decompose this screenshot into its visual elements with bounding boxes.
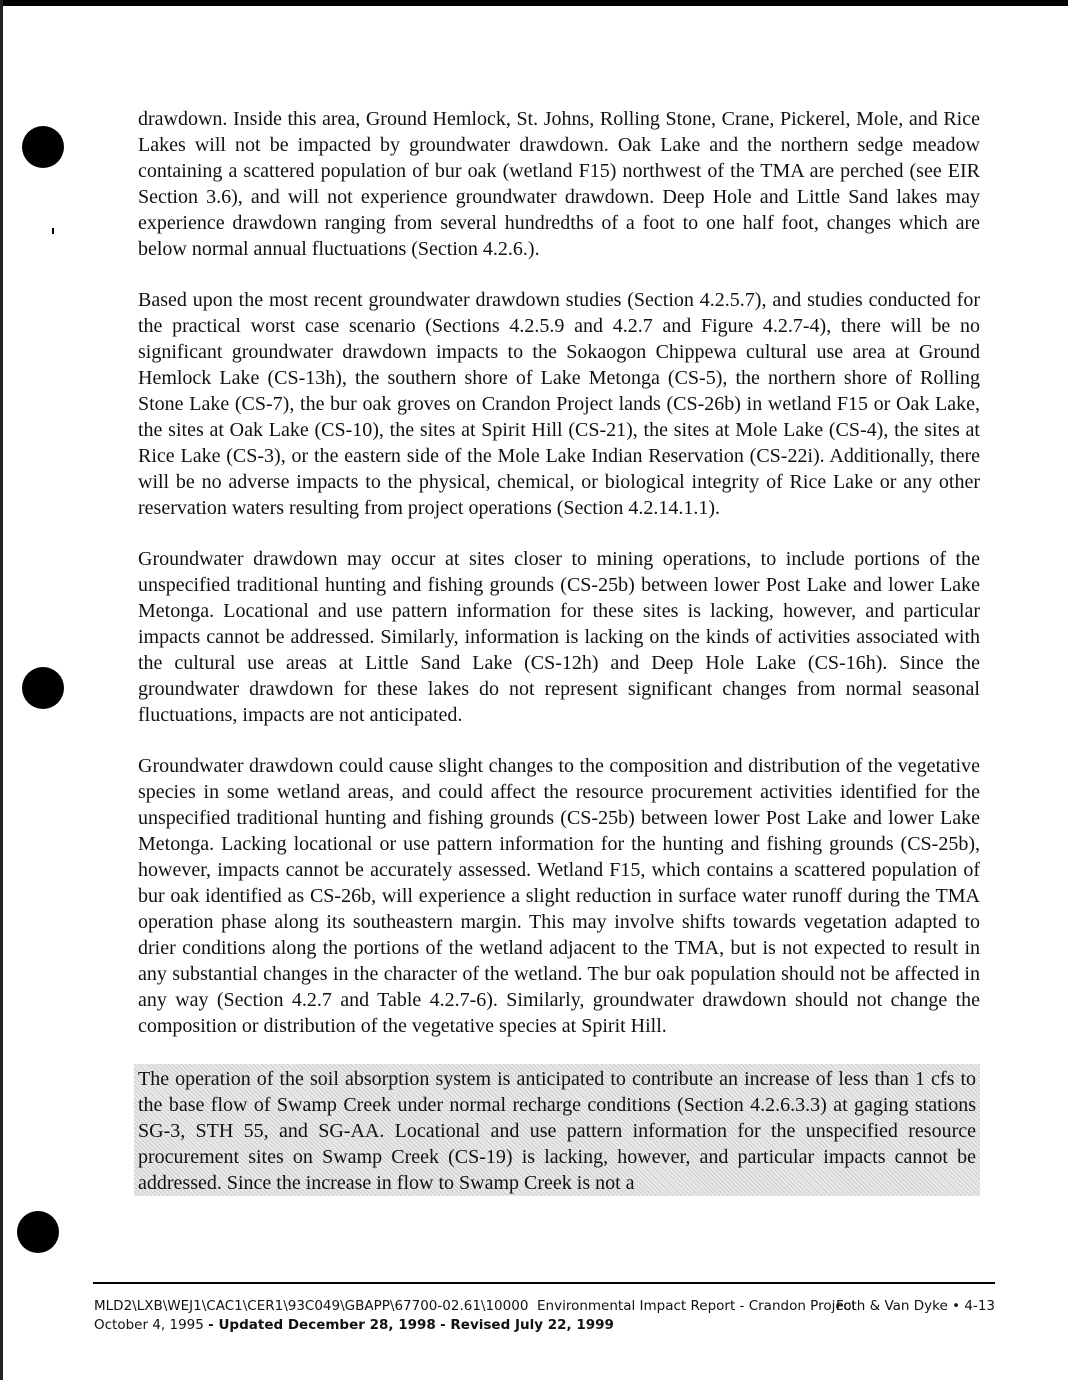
footer-line-2: October 4, 1995 - Updated December 28, 1998 - Revised July 22, 1999 [94,1317,614,1333]
punch-hole-top [22,126,64,168]
paragraph-vegetative-species: Groundwater drawdown could cause slight changes to the composition and distribution of the vegetative species in some wetland areas, and could affect the resource procurement activities identified for the unspecified traditional hunting and fishing grounds (CS-25b) between lower Post Lake and lower Lake Metonga. Lacking locational or use pattern information for the hunting and fishing grounds (CS-25b), however, impacts cannot be accurately assessed. Wetland F15, which contains a scattered population of bur oak identified as CS-26b, will experience a slight reduction in surface water runoff during the TMA operation phase along its southeastern margin. This may involve shifts towards vegetation adapted to drier conditions along the portions of the wetland adjacent to the TMA, but is not expected to result in any substantial changes in the character of the wetland. The bur oak population should not be affected in any way (Section 4.2.7 and Table 4.2.7-6). Similarly, groundwater drawdown should not change the composition or distribution of the vegetative species at Spirit Hill. [138,755,980,1037]
paragraph-hunting-fishing-grounds: Groundwater drawdown may occur at sites closer to mining operations, to include portions of the unspecified traditional hunting and fishing grounds (CS-25b) between lower Post Lake and lower Lake Metonga. Locational and use pattern information for these sites is lacking, however, and particular impacts cannot be addressed. Similarly, information is lacking on the kinds of activities associated with the cultural use areas at Little Sand Lake (CS-12h) and Deep Hole Lake (CS-16h). Since the groundwater drawdown for these lakes do not represent significant changes from normal seasonal fluctuations, impacts are not anticipated. [138,548,980,726]
page-left-border [0,0,3,1380]
document-body [138,106,980,1221]
footer-right [836,1297,995,1316]
footer-left [94,1297,856,1335]
paragraph-cultural-use-areas: Based upon the most recent groundwater drawdown studies (Section 4.2.5.7), and studies conducted for the practical worst case scenario (Sections 4.2.5.9 and 4.2.7 and Figure 4.2.7-4), there will be no significant groundwater drawdown impacts to the Sokaogon Chippewa cultural use area at Ground Hemlock Lake (CS-13h), the southern shore of Lake Metonga (CS-5), the northern shore of Rolling Stone Lake (CS-7), the bur oak groves on Crandon Project lands (CS-26b) in wetland F15 or Oak Lake, the sites at Oak Lake (CS-10), the sites at Spirit Hill (CS-21), the sites at Mole Lake (CS-4), the sites at Rice Lake (CS-3), or the eastern side of the Mole Lake Indian Reservation (CS-22i). Additionally, there will be no adverse impacts to the physical, chemical, or biological integrity of Rice Lake or any other reservation waters resulting from project operations (Section 4.2.14.1.1). [138,289,980,519]
footer-report-title: Environmental Impact Report - Crandon Project [537,1298,857,1314]
footer-company: Foth & Van Dyke [835,1298,948,1314]
paragraph-lakes-drawdown: drawdown. Inside this area, Ground Hemlock, St. Johns, Rolling Stone, Crane, Pickerel, Mole, and Rice Lakes will not be impacted by groundwater drawdown. Oak Lake and the northern sedge meadow containing a scattered population of bur oak (wetland F15) northwest of the TMA are perched (see EIR Section 3.6), and will not experience groundwater drawdown. Deep Hole and Little Sand lakes may experience drawdown ranging from several hundredths of a foot to one half foot, changes which are below normal annual fluctuations (Section 4.2.6.). [138,108,980,260]
punch-hole-bottom [17,1211,59,1253]
footer-rule [93,1282,995,1284]
page-top-border [0,0,1068,6]
footer-date-original: October 4, 1995 [94,1317,204,1333]
punch-hole-middle [22,667,64,709]
footer-date-updated: Updated December 28, 1998 [218,1317,436,1333]
footer-bullet: • [952,1298,965,1314]
paragraph-swamp-creek-highlighted: The operation of the soil absorption system is anticipated to contribute an increase of less than 1 cfs to the base flow of Swamp Creek under normal recharge conditions (Section 4.2.6.3.3) at gaging stations SG-3, STH 55, and SG-AA. Locational and use pattern information for the unspecified resource procurement sites on Swamp Creek (CS-19) is lacking, however, and particular impacts cannot be addressed. Since the increase in flow to Swamp Creek is not a [134,1064,980,1196]
footer-page-number: 4-13 [964,1298,995,1314]
scan-mark [52,228,54,234]
footer-file-path: MLD2\LXB\WEJ1\CAC1\CER1\93C049\GBAPP\67700-02.61\10000 [94,1298,529,1314]
footer-line-1 [94,1297,856,1316]
footer-date-revised: Revised July 22, 1999 [450,1317,614,1333]
